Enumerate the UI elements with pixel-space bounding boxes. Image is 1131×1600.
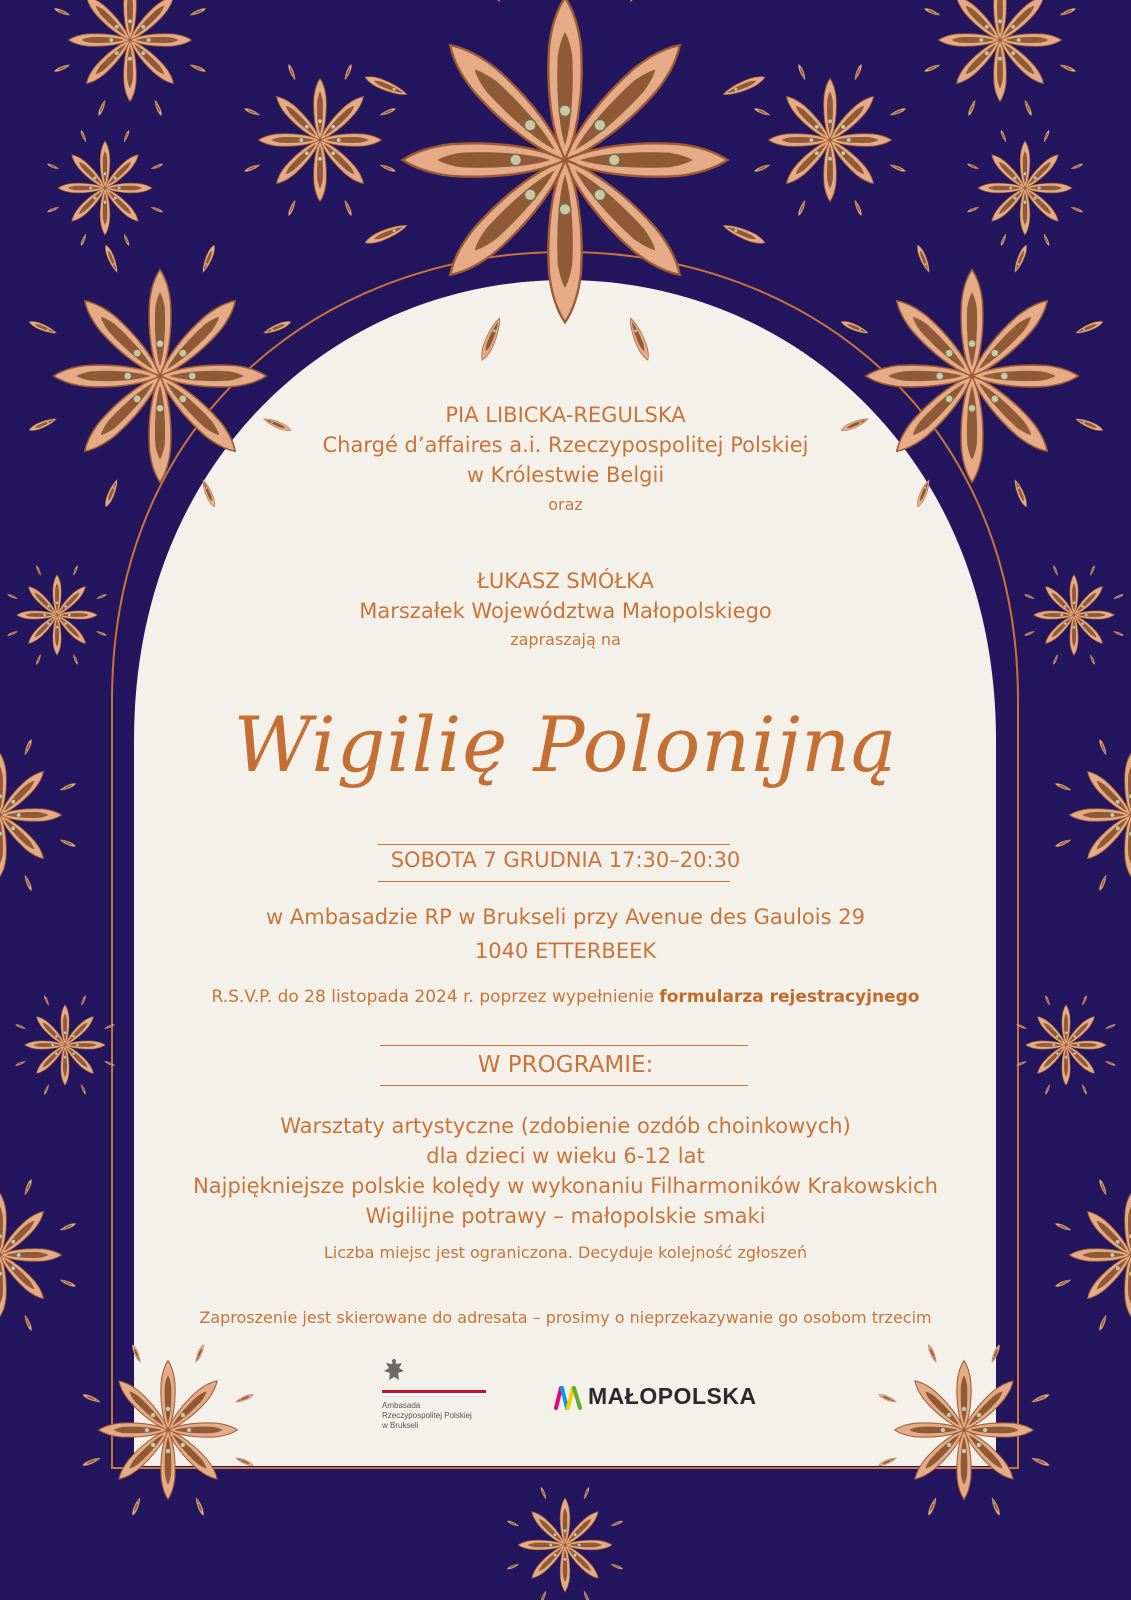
registration-form-link[interactable]: formularza rejestracyjnego xyxy=(659,987,920,1007)
host1-place: w Królestwie Belgii xyxy=(466,463,665,487)
host2-title: Marszałek Województwa Małopolskiego xyxy=(359,599,772,623)
venue-postcode: 1040 ETTERBEEK xyxy=(474,939,657,963)
program-heading: W PROGRAMIE: xyxy=(477,1052,654,1078)
program-item: Wigilijne potrawy – małopolskie smaki xyxy=(365,1204,766,1228)
invite-phrase: zapraszają na xyxy=(510,630,621,649)
flag-white-stripe xyxy=(382,1393,486,1397)
embassy-name-line: w Brukseli xyxy=(382,1421,419,1430)
embassy-name-line: Ambasada xyxy=(382,1401,421,1410)
disclaimer-text: Zaproszenie jest skierowane do adresata – prosimy o nieprzekazywanie go osobom trzecim xyxy=(199,1308,932,1327)
program-top-rule xyxy=(380,1045,748,1046)
rsvp-line xyxy=(0,987,1131,1007)
program-item: Najpiękniejsze polskie kolędy w wykonaniu Filharmoników Krakowskich xyxy=(193,1174,938,1198)
embassy-logo xyxy=(382,1358,492,1428)
datetime-top-rule xyxy=(378,844,730,845)
conjunction-text: oraz xyxy=(548,495,583,514)
malopolska-wordmark: MAŁOPOLSKA xyxy=(588,1383,757,1409)
program-bottom-rule xyxy=(380,1085,748,1086)
eagle-icon xyxy=(382,1358,406,1386)
embassy-name-line: Rzeczypospolitej Polskiej xyxy=(382,1411,472,1420)
host1-title: Chargé d’affaires a.i. Rzeczypospolitej Polskiej xyxy=(322,433,809,457)
program-item: Warsztaty artystyczne (zdobienie ozdób choinkowych) xyxy=(280,1114,851,1138)
event-datetime: SOBOTA 7 GRUDNIA 17:30–20:30 xyxy=(390,848,741,872)
rsvp-text: R.S.V.P. do 28 listopada 2024 r. poprzez wypełnienie xyxy=(211,987,660,1007)
program-item: dla dzieci w wieku 6-12 lat xyxy=(426,1144,705,1168)
venue-address: w Ambasadzie RP w Brukseli przy Avenue des Gaulois 29 xyxy=(266,905,865,929)
datetime-bottom-rule xyxy=(378,881,730,882)
host2-name: ŁUKASZ SMÓŁKA xyxy=(477,569,654,593)
malopolska-logo xyxy=(554,1382,757,1412)
malopolska-mark-icon xyxy=(554,1384,584,1410)
capacity-note: Liczba miejsc jest ograniczona. Decyduje kolejność zgłoszeń xyxy=(323,1243,808,1262)
host1-name: PIA LIBICKA-REGULSKA xyxy=(445,403,686,427)
event-title: Wigilię Polonijną xyxy=(233,700,898,789)
